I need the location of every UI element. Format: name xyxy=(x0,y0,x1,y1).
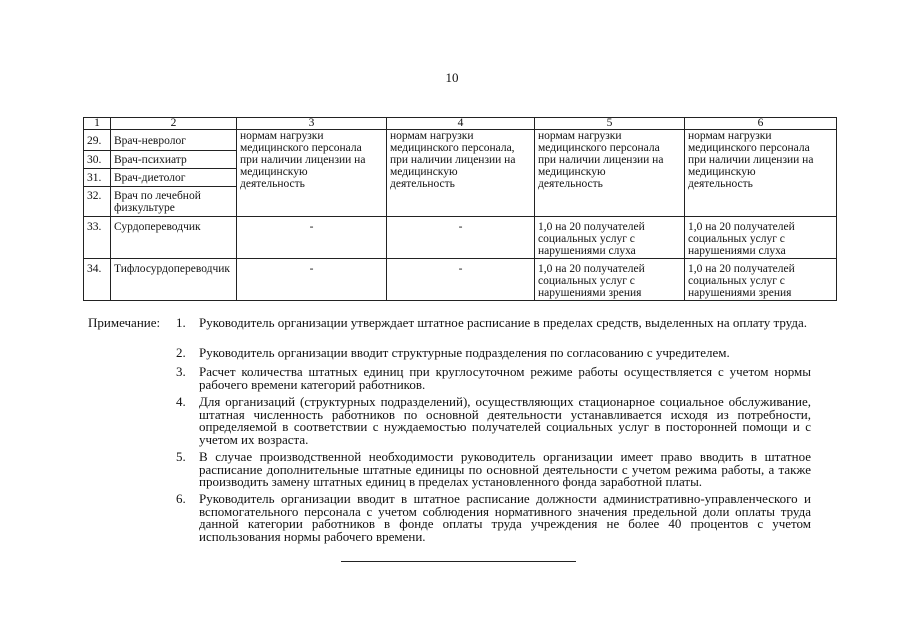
notes-label: Примечание: xyxy=(88,315,161,330)
dash-cell: - xyxy=(237,217,387,259)
table-header-row xyxy=(84,118,837,130)
end-rule xyxy=(341,561,576,562)
note-number: 4. xyxy=(176,394,186,409)
position-name: Врач по лечебной физкультуре xyxy=(111,187,237,217)
note-number: 2. xyxy=(176,345,186,360)
row-number: 31. xyxy=(84,169,111,187)
header-cell: 2 xyxy=(111,118,237,130)
norm-cell: 1,0 на 20 получателей социальных услуг с нарушениями зрения xyxy=(535,259,685,301)
position-name: Врач-психиатр xyxy=(111,151,237,169)
position-name: Врач-невролог xyxy=(111,130,237,151)
staffing-table xyxy=(83,117,837,301)
header-cell: 4 xyxy=(387,118,535,130)
dash-cell: - xyxy=(237,259,387,301)
norm-cell: нормам нагрузки медицинского персонала при наличии лицензии на медицинскую деятельность xyxy=(685,130,837,217)
position-name: Тифлосурдопереводчик xyxy=(111,259,237,301)
note-number: 1. xyxy=(176,315,186,330)
table-row xyxy=(84,217,837,259)
norm-cell: 1,0 на 20 получателей социальных услуг с нарушениями слуха xyxy=(535,217,685,259)
dash-cell: - xyxy=(387,217,535,259)
norm-cell: нормам нагрузки медицинского персонала при наличии лицензии на медицинскую деятельность xyxy=(237,130,387,217)
note-text: Расчет количества штатных единиц при круглосуточном режиме работы осуществляется с учетом нормы рабочего времени категорий работников. xyxy=(199,364,811,392)
header-cell: 6 xyxy=(685,118,837,130)
position-name: Врач-диетолог xyxy=(111,169,237,187)
row-number: 33. xyxy=(84,217,111,259)
norm-cell: нормам нагрузки медицинского персонала при наличии лицензии на медицинскую деятельность xyxy=(535,130,685,217)
header-cell: 1 xyxy=(84,118,111,130)
note-text: Руководитель организации вводит в штатное расписание должности административно-управленческого и вспомогательного персонала с учетом соблюдения нормативного значения предельной доли оплаты труда данной категории работников в фонде оплаты труда учреждения не более 40 процентов с учетом использования нормы рабочего времени. xyxy=(199,491,811,544)
position-name: Сурдопереводчик xyxy=(111,217,237,259)
header-cell: 3 xyxy=(237,118,387,130)
note-text: В случае производственной необходимости руководитель организации имеет право вводить в штатное расписание дополнительные штатные единицы по основной деятельности с учетом режима работы, а также производить замену штатных единиц в пределах установленного фонда заработной платы. xyxy=(199,449,811,489)
note-text: Руководитель организации вводит структурные подразделения по согласованию с учредителем. xyxy=(199,345,730,360)
page-number: 10 xyxy=(445,70,459,85)
note-number: 5. xyxy=(176,449,186,464)
header-cell: 5 xyxy=(535,118,685,130)
norm-cell: 1,0 на 20 получателей социальных услуг с нарушениями слуха xyxy=(685,217,837,259)
note-number: 3. xyxy=(176,364,186,379)
note-text: Для организаций (структурных подразделений), осуществляющих стационарное социальное обслуживание, штатная численность работников по основной деятельности устанавливается исходя из потребности, определяемой в соответствии с нуждаемостью получателей социальных услуг в посторонней помощи и с учетом их возраста. xyxy=(199,394,811,447)
note-text: Руководитель организации утверждает штатное расписание в пределах средств, выделенных на оплату труда. xyxy=(199,315,807,330)
row-number: 32. xyxy=(84,187,111,217)
norm-cell: нормам нагрузки медицинского персонала, при наличии лицензии на медицинскую деятельность xyxy=(387,130,535,217)
row-number: 29. xyxy=(84,130,111,151)
table-row xyxy=(84,259,837,301)
row-number: 30. xyxy=(84,151,111,169)
dash-cell: - xyxy=(387,259,535,301)
row-number: 34. xyxy=(84,259,111,301)
note-number: 6. xyxy=(176,491,186,506)
norm-cell: 1,0 на 20 получателей социальных услуг с нарушениями зрения xyxy=(685,259,837,301)
table-row xyxy=(84,130,837,151)
